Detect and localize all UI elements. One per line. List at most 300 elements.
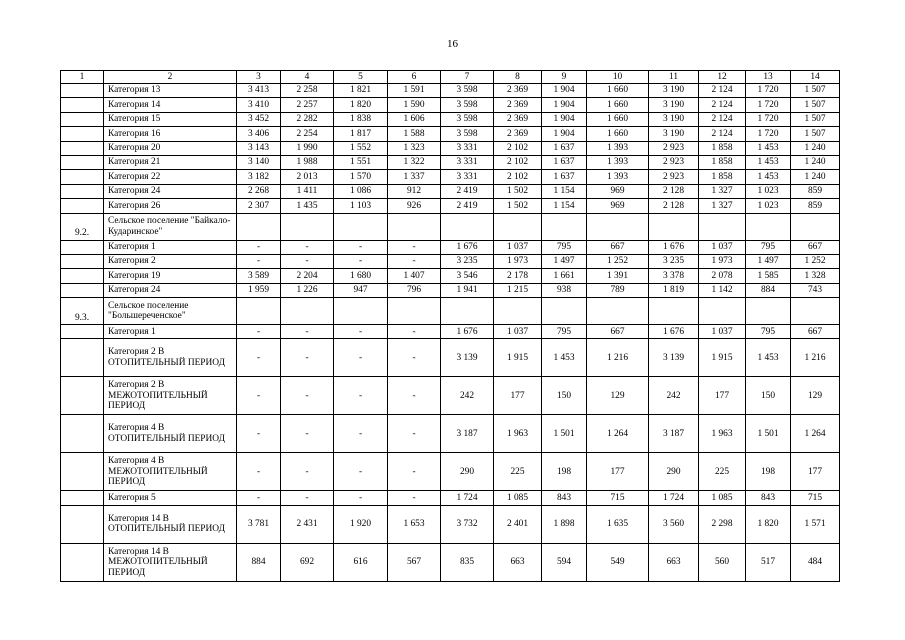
tariff-value: 3 187 — [649, 415, 699, 453]
section-row — [61, 213, 840, 240]
category-name: Категория 2 В МЕЖОТОПИТЕЛЬНЫЙ ПЕРИОД — [104, 377, 237, 415]
tariff-value: 2 419 — [441, 199, 494, 213]
tariff-value: 1 820 — [746, 505, 791, 543]
tariff-value: 715 — [587, 491, 649, 505]
tariff-value: 1 216 — [791, 339, 840, 377]
tariff-value: 198 — [542, 453, 587, 491]
tariff-value: 1 497 — [746, 254, 791, 268]
tariff-value: 1 086 — [334, 184, 388, 198]
tariff-value: 1 720 — [746, 98, 791, 112]
row-number — [61, 453, 104, 491]
tariff-value: 1 635 — [587, 505, 649, 543]
tariff-value: 1 660 — [587, 98, 649, 112]
table-row — [61, 84, 840, 98]
tariff-value: 1 037 — [699, 240, 746, 254]
tariff-value: 1 322 — [388, 155, 441, 169]
tariff-value: - — [237, 240, 281, 254]
tariff-value: 2 923 — [649, 141, 699, 155]
tariff-value: 1 819 — [649, 283, 699, 297]
tariff-value: - — [334, 453, 388, 491]
tariff-value: 3 190 — [649, 98, 699, 112]
tariff-value: - — [388, 240, 441, 254]
table-row — [61, 254, 840, 268]
tariff-value: 3 732 — [441, 505, 494, 543]
row-number — [61, 98, 104, 112]
tariff-value: 3 182 — [237, 170, 281, 184]
tariff-value — [649, 213, 699, 240]
tariff-value — [649, 298, 699, 325]
tariff-value: 1 507 — [791, 98, 840, 112]
tariff-value — [494, 213, 542, 240]
tariff-value: 2 102 — [494, 170, 542, 184]
row-number: 9.3. — [61, 298, 104, 325]
tariff-value: 560 — [699, 543, 746, 581]
tariff-value: 1 820 — [334, 98, 388, 112]
tariff-value: - — [281, 377, 334, 415]
tariff-value: 2 923 — [649, 155, 699, 169]
tariff-value: 2 401 — [494, 505, 542, 543]
tariff-value — [334, 213, 388, 240]
category-name: Категория 22 — [104, 170, 237, 184]
table-row — [61, 112, 840, 126]
tariff-value — [791, 213, 840, 240]
tariff-value: 1 838 — [334, 112, 388, 126]
tariff-value: 2 369 — [494, 127, 542, 141]
tariff-value: 3 598 — [441, 127, 494, 141]
category-name: Категория 14 В ОТОПИТЕЛЬНЫЙ ПЕРИОД — [104, 505, 237, 543]
tariff-value: 667 — [791, 325, 840, 339]
tariff-value: - — [237, 339, 281, 377]
tariff-value: 1 660 — [587, 112, 649, 126]
tariff-value: - — [334, 240, 388, 254]
tariff-value: - — [334, 377, 388, 415]
tariff-value: 1 154 — [542, 199, 587, 213]
table-row — [61, 127, 840, 141]
row-number — [61, 155, 104, 169]
tariff-value: 1 973 — [494, 254, 542, 268]
tariff-value: - — [334, 254, 388, 268]
tariff-value: 177 — [699, 377, 746, 415]
tariff-value — [699, 213, 746, 240]
tariff-value: 1 676 — [649, 325, 699, 339]
tariff-value: 594 — [542, 543, 587, 581]
tariff-value: 290 — [649, 453, 699, 491]
tariff-value — [334, 298, 388, 325]
tariff-value — [441, 298, 494, 325]
tariff-value: 1 337 — [388, 170, 441, 184]
table-row — [61, 505, 840, 543]
row-number — [61, 269, 104, 283]
tariff-value: 1 963 — [699, 415, 746, 453]
tariff-value: 715 — [791, 491, 840, 505]
category-name: Сельское поселение "Байкало-Кударинское" — [104, 213, 237, 240]
page-number: 16 — [447, 38, 458, 50]
tariff-value: 129 — [791, 377, 840, 415]
tariff-value: 859 — [791, 199, 840, 213]
tariff-value: 926 — [388, 199, 441, 213]
tariff-value: 1 660 — [587, 127, 649, 141]
tariff-value: 2 419 — [441, 184, 494, 198]
tariff-value: 1 606 — [388, 112, 441, 126]
tariff-value: 969 — [587, 199, 649, 213]
tariff-value: 1 920 — [334, 505, 388, 543]
tariff-value: 1 240 — [791, 141, 840, 155]
tariff-value: 795 — [746, 240, 791, 254]
tariff-value: 1 252 — [791, 254, 840, 268]
tariff-value: 1 453 — [542, 339, 587, 377]
tariff-value: 1 637 — [542, 141, 587, 155]
tariff-value: 1 264 — [791, 415, 840, 453]
tariff-value: 1 676 — [441, 240, 494, 254]
category-name: Категория 15 — [104, 112, 237, 126]
category-name: Категория 4 В ОТОПИТЕЛЬНЫЙ ПЕРИОД — [104, 415, 237, 453]
tariff-value: - — [281, 325, 334, 339]
table-row — [61, 184, 840, 198]
tariff-value: 3 139 — [649, 339, 699, 377]
row-number — [61, 84, 104, 98]
tariff-value: 1 453 — [746, 141, 791, 155]
tariff-value: 225 — [494, 453, 542, 491]
tariff-value: 2 307 — [237, 199, 281, 213]
section-row — [61, 298, 840, 325]
category-name: Категория 2 В ОТОПИТЕЛЬНЫЙ ПЕРИОД — [104, 339, 237, 377]
table-row — [61, 141, 840, 155]
tariff-value: 663 — [494, 543, 542, 581]
tariff-value: 796 — [388, 283, 441, 297]
tariff-value: 1 507 — [791, 84, 840, 98]
table-row — [61, 283, 840, 297]
table-row — [61, 98, 840, 112]
tariff-value — [542, 213, 587, 240]
tariff-value: 1 821 — [334, 84, 388, 98]
tariff-value: 150 — [542, 377, 587, 415]
tariff-value: - — [334, 339, 388, 377]
tariff-value: 1 904 — [542, 127, 587, 141]
tariff-value: 1 591 — [388, 84, 441, 98]
tariff-value: 3 410 — [237, 98, 281, 112]
category-name: Сельское поселение "Большереченское" — [104, 298, 237, 325]
row-number — [61, 505, 104, 543]
tariff-value: 1 453 — [746, 339, 791, 377]
category-name: Категория 2 — [104, 254, 237, 268]
tariff-value: - — [281, 453, 334, 491]
tariff-value — [791, 298, 840, 325]
tariff-value: 1 264 — [587, 415, 649, 453]
tariff-value: 1 453 — [746, 155, 791, 169]
tariff-value: - — [237, 491, 281, 505]
tariff-value: 2 257 — [281, 98, 334, 112]
tariff-value: 2 923 — [649, 170, 699, 184]
tariff-value: 1 085 — [699, 491, 746, 505]
tariff-value — [587, 298, 649, 325]
tariff-value: - — [281, 254, 334, 268]
row-number — [61, 491, 104, 505]
tariff-value — [746, 213, 791, 240]
tariff-value: 2 128 — [649, 184, 699, 198]
tariff-value: 1 240 — [791, 155, 840, 169]
tariff-value: - — [281, 415, 334, 453]
tariff-value: 1 154 — [542, 184, 587, 198]
tariff-value: 150 — [746, 377, 791, 415]
tariff-value: 3 187 — [441, 415, 494, 453]
tariff-value: 1 551 — [334, 155, 388, 169]
row-number — [61, 184, 104, 198]
category-name: Категория 21 — [104, 155, 237, 169]
table-row — [61, 377, 840, 415]
tariff-value: 1 590 — [388, 98, 441, 112]
column-header: 4 — [281, 71, 334, 84]
row-number — [61, 141, 104, 155]
tariff-value: 2 258 — [281, 84, 334, 98]
tariff-value: 616 — [334, 543, 388, 581]
tariff-value: 1 915 — [699, 339, 746, 377]
tariff-value: 1 585 — [746, 269, 791, 283]
tariff-value: 3 546 — [441, 269, 494, 283]
tariff-value: 3 235 — [441, 254, 494, 268]
tariff-value — [587, 213, 649, 240]
tariff-value: - — [388, 491, 441, 505]
tariff-value: 789 — [587, 283, 649, 297]
tariff-value: 1 660 — [587, 84, 649, 98]
table-header-row — [61, 71, 840, 84]
category-name: Категория 24 — [104, 283, 237, 297]
tariff-value: - — [388, 254, 441, 268]
tariff-value: 1 552 — [334, 141, 388, 155]
tariff-value: 242 — [441, 377, 494, 415]
tariff-value: 1 323 — [388, 141, 441, 155]
tariff-value: 517 — [746, 543, 791, 581]
column-header: 13 — [746, 71, 791, 84]
column-header: 9 — [542, 71, 587, 84]
tariff-value: - — [388, 339, 441, 377]
tariff-value: 1 858 — [699, 170, 746, 184]
tariff-value: 1 037 — [494, 325, 542, 339]
tariff-value: 1 941 — [441, 283, 494, 297]
tariff-value: 1 411 — [281, 184, 334, 198]
tariff-value: 2 102 — [494, 155, 542, 169]
tariff-value: 549 — [587, 543, 649, 581]
tariff-value: 1 680 — [334, 269, 388, 283]
tariff-value: 1 327 — [699, 184, 746, 198]
tariff-value: 1 407 — [388, 269, 441, 283]
tariff-value — [281, 298, 334, 325]
row-number — [61, 377, 104, 415]
tariff-value: 3 413 — [237, 84, 281, 98]
table-row — [61, 339, 840, 377]
tariff-value: 1 037 — [494, 240, 542, 254]
tariff-value: 667 — [791, 240, 840, 254]
tariff-value: 1 959 — [237, 283, 281, 297]
tariff-value: 1 391 — [587, 269, 649, 283]
tariff-value: 2 431 — [281, 505, 334, 543]
category-name: Категория 4 В МЕЖОТОПИТЕЛЬНЫЙ ПЕРИОД — [104, 453, 237, 491]
tariff-value: 1 904 — [542, 112, 587, 126]
tariff-value: 3 598 — [441, 98, 494, 112]
tariff-value — [699, 298, 746, 325]
tariff-value: 1 904 — [542, 84, 587, 98]
tariff-value: 667 — [587, 325, 649, 339]
tariff-value: - — [237, 377, 281, 415]
tariff-value: 795 — [746, 325, 791, 339]
tariff-value: 667 — [587, 240, 649, 254]
column-header: 14 — [791, 71, 840, 84]
tariff-value: 843 — [542, 491, 587, 505]
table-row — [61, 170, 840, 184]
tariff-value: 129 — [587, 377, 649, 415]
row-number — [61, 543, 104, 581]
tariff-value: 1 085 — [494, 491, 542, 505]
tariff-value: 177 — [587, 453, 649, 491]
tariff-value: - — [281, 491, 334, 505]
category-name: Категория 1 — [104, 325, 237, 339]
tariff-value: 1 501 — [542, 415, 587, 453]
tariff-value: 1 226 — [281, 283, 334, 297]
category-name: Категория 16 — [104, 127, 237, 141]
tariff-value: 3 139 — [441, 339, 494, 377]
row-number — [61, 283, 104, 297]
tariff-value — [746, 298, 791, 325]
tariff-value: - — [388, 415, 441, 453]
tariff-value: 1 453 — [746, 170, 791, 184]
tariff-value: 1 898 — [542, 505, 587, 543]
category-name: Категория 14 — [104, 98, 237, 112]
column-header: 6 — [388, 71, 441, 84]
tariff-value: - — [388, 377, 441, 415]
tariff-value: 1 142 — [699, 283, 746, 297]
tariff-value: 1 915 — [494, 339, 542, 377]
tariff-value: 1 676 — [649, 240, 699, 254]
tariff-value: 2 102 — [494, 141, 542, 155]
tariff-value: - — [388, 453, 441, 491]
row-number — [61, 240, 104, 254]
tariff-value: - — [237, 254, 281, 268]
tariff-value: 3 781 — [237, 505, 281, 543]
tariff-value: 1 240 — [791, 170, 840, 184]
column-header: 5 — [334, 71, 388, 84]
table-row — [61, 415, 840, 453]
tariff-value: 290 — [441, 453, 494, 491]
tariff-value: 1 023 — [746, 184, 791, 198]
tariff-value: 1 103 — [334, 199, 388, 213]
tariff-value: - — [237, 453, 281, 491]
tariff-value: 2 178 — [494, 269, 542, 283]
tariff-value — [237, 298, 281, 325]
tariff-value: 692 — [281, 543, 334, 581]
tariff-value: 1 393 — [587, 170, 649, 184]
column-header: 1 — [61, 71, 104, 84]
row-number — [61, 199, 104, 213]
tariff-value: 1 215 — [494, 283, 542, 297]
column-header: 7 — [441, 71, 494, 84]
tariff-value — [388, 298, 441, 325]
tariff-value: 1 571 — [791, 505, 840, 543]
table-row — [61, 240, 840, 254]
column-header: 8 — [494, 71, 542, 84]
category-name: Категория 13 — [104, 84, 237, 98]
tariff-value: 1 252 — [587, 254, 649, 268]
row-number — [61, 325, 104, 339]
column-header: 12 — [699, 71, 746, 84]
tariff-value: 484 — [791, 543, 840, 581]
tariff-value: 859 — [791, 184, 840, 198]
tariff-value: 3 235 — [649, 254, 699, 268]
tariff-value: 3 589 — [237, 269, 281, 283]
tariff-value: 177 — [791, 453, 840, 491]
row-number: 9.2. — [61, 213, 104, 240]
table-row — [61, 325, 840, 339]
tariff-value: 1 502 — [494, 184, 542, 198]
tariff-value: 884 — [746, 283, 791, 297]
tariff-value: 743 — [791, 283, 840, 297]
table-row — [61, 269, 840, 283]
tariff-value: 2 078 — [699, 269, 746, 283]
tariff-value: 1 507 — [791, 112, 840, 126]
tariff-value: 1 037 — [699, 325, 746, 339]
tariff-value: 1 858 — [699, 141, 746, 155]
tariff-value: 1 963 — [494, 415, 542, 453]
tariff-value: 884 — [237, 543, 281, 581]
tariff-value: 912 — [388, 184, 441, 198]
tariff-value: 2 298 — [699, 505, 746, 543]
tariff-value: - — [334, 325, 388, 339]
tariff-value: 3 331 — [441, 170, 494, 184]
tariff-value: 663 — [649, 543, 699, 581]
tariff-value: 3 598 — [441, 112, 494, 126]
tariff-value: 1 502 — [494, 199, 542, 213]
tariff-value: 1 570 — [334, 170, 388, 184]
tariff-value: 1 817 — [334, 127, 388, 141]
table-row — [61, 155, 840, 169]
tariff-value: 2 124 — [699, 127, 746, 141]
tariff-value: 1 588 — [388, 127, 441, 141]
table-row — [61, 199, 840, 213]
column-header: 3 — [237, 71, 281, 84]
tariff-value: 3 406 — [237, 127, 281, 141]
tariff-value: 835 — [441, 543, 494, 581]
tariff-value: - — [237, 415, 281, 453]
row-number — [61, 415, 104, 453]
tariff-value — [281, 213, 334, 240]
tariff-value: 1 393 — [587, 141, 649, 155]
tariff-value: 1 216 — [587, 339, 649, 377]
category-name: Категория 19 — [104, 269, 237, 283]
tariff-value: - — [237, 325, 281, 339]
tariff-value: 2 268 — [237, 184, 281, 198]
row-number — [61, 127, 104, 141]
tariff-value: 3 452 — [237, 112, 281, 126]
tariff-value: 3 560 — [649, 505, 699, 543]
tariff-value: 1 904 — [542, 98, 587, 112]
tariff-value: 1 988 — [281, 155, 334, 169]
tariff-value: 1 393 — [587, 155, 649, 169]
tariff-value: 177 — [494, 377, 542, 415]
category-name: Категория 20 — [104, 141, 237, 155]
tariff-value: 3 190 — [649, 127, 699, 141]
tariff-value: 1 328 — [791, 269, 840, 283]
category-name: Категория 24 — [104, 184, 237, 198]
row-number — [61, 339, 104, 377]
tariff-value: 2 124 — [699, 98, 746, 112]
tariff-value: 1 327 — [699, 199, 746, 213]
tariff-value — [441, 213, 494, 240]
tariff-value: 1 973 — [699, 254, 746, 268]
tariff-value: 567 — [388, 543, 441, 581]
tariff-value — [542, 298, 587, 325]
tariff-value: 1 637 — [542, 170, 587, 184]
category-name: Категория 26 — [104, 199, 237, 213]
tariff-value — [388, 213, 441, 240]
tariff-value: 3 140 — [237, 155, 281, 169]
